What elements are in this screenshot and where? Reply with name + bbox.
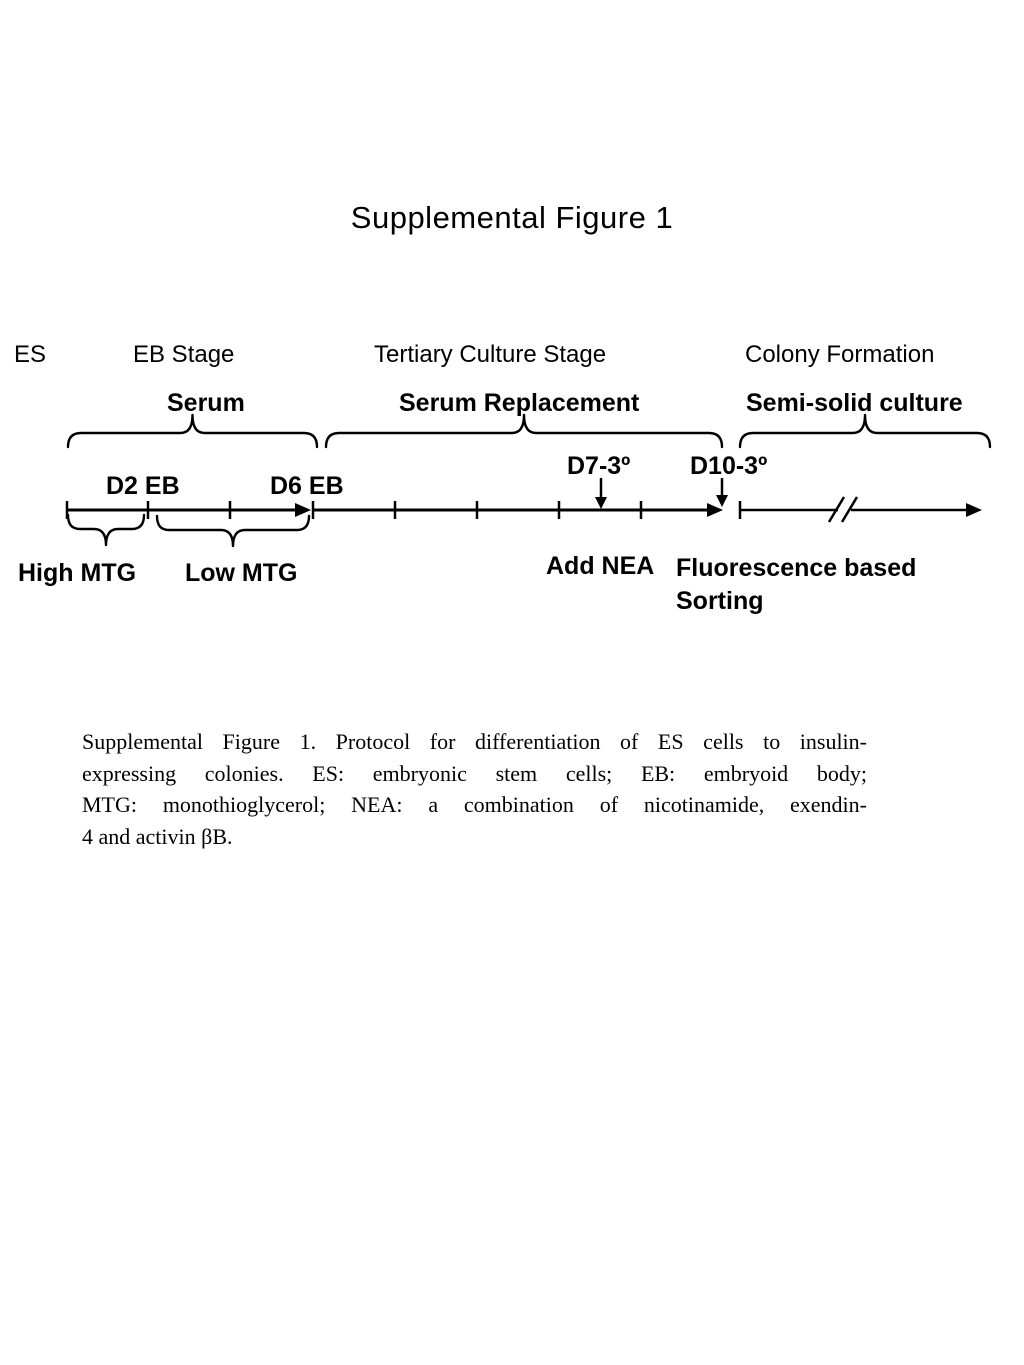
timepoint-d7: D7-3º [567, 452, 631, 480]
d10-down-arrow-icon [716, 478, 728, 507]
timeline-colony-arrow [740, 497, 982, 522]
brace-serum [67, 414, 318, 448]
stage-label-es: ES [14, 341, 47, 368]
caption-line: MTG: monothioglycerol; NEA: a combination of nicotinamide, exendin- [82, 792, 867, 817]
stage-label-tertiary: Tertiary Culture Stage [374, 341, 607, 368]
label-fluorescence-sorting [676, 552, 916, 618]
label-low-mtg: Low MTG [185, 559, 298, 587]
d7-down-arrow-icon [595, 478, 607, 509]
timepoint-d6-eb: D6 EB [270, 472, 344, 500]
figure-title: Supplemental Figure 1 [350, 200, 674, 235]
caption-line: expressing colonies. ES: embryonic stem cells; EB: embryoid body; [82, 760, 867, 786]
stage-label-eb: EB Stage [133, 341, 235, 368]
figure-caption [82, 726, 867, 852]
timepoint-d10: D10-3º [690, 452, 768, 480]
label-fluorescence-line2: Sorting [676, 587, 764, 615]
stage-label-colony: Colony Formation [745, 341, 935, 368]
label-high-mtg: High MTG [18, 559, 137, 587]
media-label-serum: Serum [167, 389, 245, 417]
caption-line: Supplemental Figure 1. Protocol for differentiation of ES cells to insulin- [82, 729, 867, 754]
timeline [0, 470, 1024, 534]
caption-line: 4 and activin βB. [82, 823, 233, 849]
timeline-tertiary-arrow [313, 501, 723, 519]
label-fluorescence-line1: Fluorescence based [676, 554, 917, 582]
underbrace-high-mtg [67, 514, 145, 548]
brace-serum-replacement [325, 414, 723, 448]
media-label-serum-replacement: Serum Replacement [399, 389, 640, 417]
underbrace-low-mtg [156, 515, 310, 549]
media-label-semi-solid: Semi-solid culture [746, 389, 963, 417]
brace-semi-solid [739, 414, 991, 448]
timepoint-d2-eb: D2 EB [106, 472, 180, 500]
label-add-nea: Add NEA [546, 552, 655, 580]
